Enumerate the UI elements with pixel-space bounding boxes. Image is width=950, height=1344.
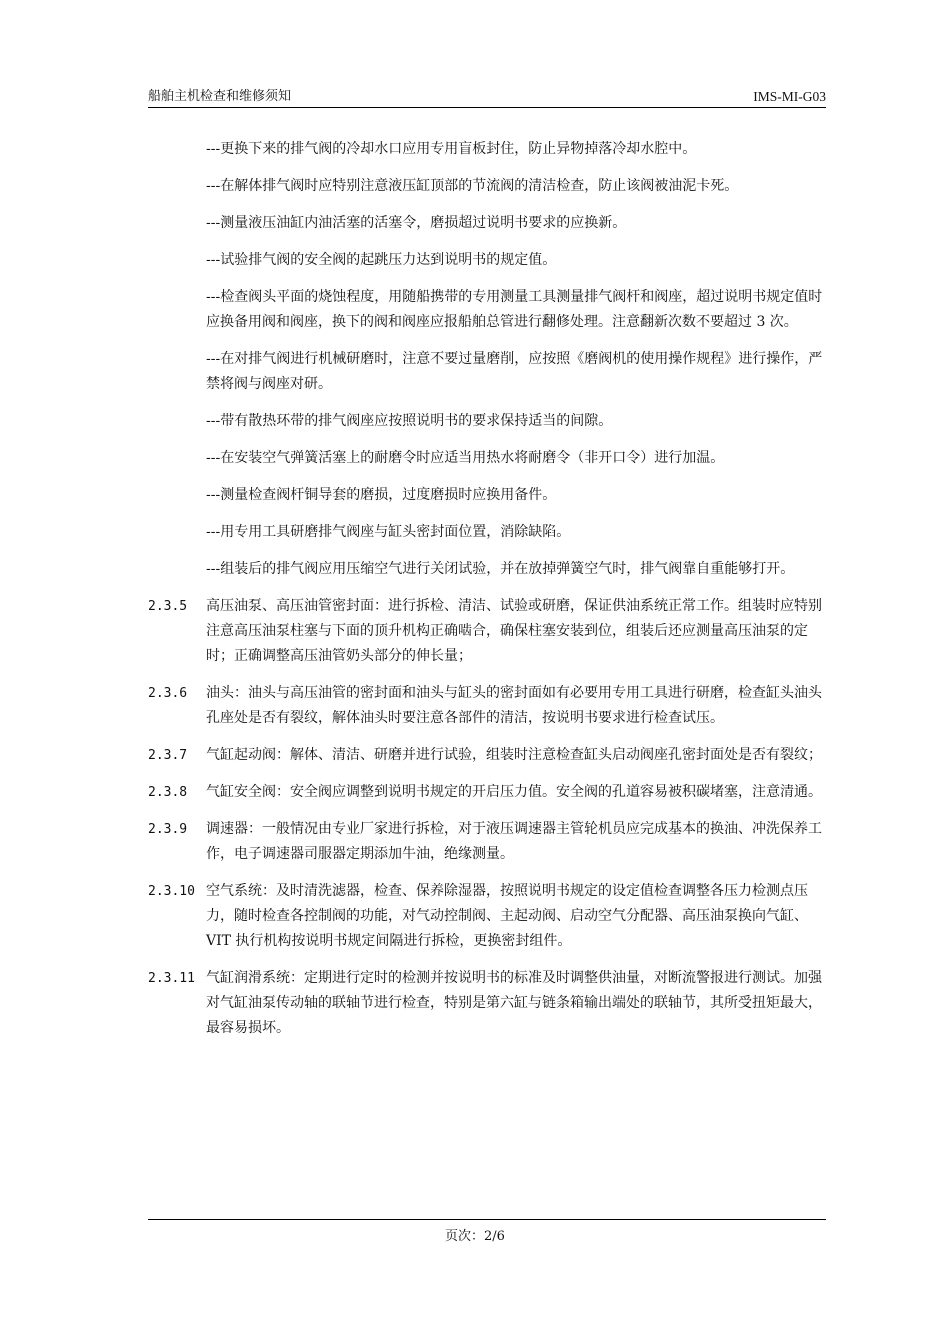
page-number: 页次：2/6 [445, 1229, 505, 1244]
dash-item [148, 347, 826, 397]
dash-item-text: ---测量液压油缸内油活塞的活塞令，磨损超过说明书要求的应换新。 [206, 215, 627, 231]
dash-item-text: ---带有散热环带的排气阀座应按照说明书的要求保持适当的间隙。 [206, 413, 613, 429]
dash-item [148, 248, 826, 273]
dash-item [148, 483, 826, 508]
dash-item [148, 409, 826, 434]
dash-item [148, 137, 826, 162]
page-header [148, 88, 826, 106]
dash-item-text: ---试验排气阀的安全阀的起跳压力达到说明书的规定值。 [206, 252, 557, 268]
section-2-3-10 [148, 879, 826, 954]
section-text: 气缸安全阀：安全阀应调整到说明书规定的开启压力值。安全阀的孔道容易被积碳堵塞，注意清通。 [206, 784, 822, 800]
section-number: 2.3.10 [148, 884, 195, 899]
dash-item [148, 174, 826, 199]
section-2-3-5 [148, 594, 826, 669]
section-text: 气缸起动阀：解体、清洁、研磨并进行试验，组装时注意检查缸头启动阀座孔密封面处是否有裂纹； [206, 747, 822, 763]
section-number: 2.3.8 [148, 785, 188, 800]
document-code: IMS-MI-G03 [753, 89, 826, 104]
footer-divider [148, 1219, 826, 1220]
section-number: 2.3.5 [148, 599, 188, 614]
section-text: 高压油泵、高压油管密封面：进行拆检、清洁、试验或研磨，保证供油系统正常工作。组装时应特别注意高压油泵柱塞与下面的顶升机构正确啮合，确保柱塞安装到位，组装后还应测量高压油泵的定时；正确调整高压油管奶头部分的伸长量； [206, 598, 822, 664]
section-number: 2.3.11 [148, 971, 195, 986]
section-text: 气缸润滑系统：定期进行定时的检测并按说明书的标准及时调整供油量，对断流警报进行测试。加强对气缸油泵传动轴的联轴节进行检查，特别是第六缸与链条箱输出端处的联轴节，其所受扭矩最大，最容易损坏。 [206, 970, 822, 1036]
dash-item [148, 520, 826, 545]
dash-item-text: ---测量检查阀杆铜导套的磨损，过度磨损时应换用备件。 [206, 487, 557, 503]
document-title: 船舶主机检查和维修须知 [148, 89, 292, 104]
section-2-3-8 [148, 780, 826, 805]
dash-item [148, 446, 826, 471]
section-text: 空气系统：及时清洗滤器，检查、保养除湿器，按照说明书规定的设定值检查调整各压力检测点压力，随时检查各控制阀的功能，对气动控制阀、主起动阀、启动空气分配器、高压油泵换向气缸、VIT 执行机构按说明书规定间隔进行拆检，更换密封组件。 [206, 883, 808, 949]
dash-item-text: ---组装后的排气阀应用压缩空气进行关闭试验，并在放掉弹簧空气时，排气阀靠自重能够打开。 [206, 561, 795, 577]
dash-item [148, 557, 826, 582]
section-number: 2.3.9 [148, 822, 188, 837]
section-text: 油头：油头与高压油管的密封面和油头与缸头的密封面如有必要用专用工具进行研磨，检查缸头油头孔座处是否有裂纹，解体油头时要注意各部件的清洁，按说明书要求进行检查试压。 [206, 685, 822, 726]
section-2-3-6 [148, 681, 826, 731]
dash-item-text: ---在对排气阀进行机械研磨时，注意不要过量磨削，应按照《磨阀机的使用操作规程》进行操作，严禁将阀与阀座对研。 [206, 351, 823, 392]
section-2-3-11 [148, 966, 826, 1041]
dash-item [148, 211, 826, 236]
section-2-3-9 [148, 817, 826, 867]
section-number: 2.3.6 [148, 686, 188, 701]
page-body [148, 137, 826, 1053]
dash-item-text: ---更换下来的排气阀的冷却水口应用专用盲板封住，防止异物掉落冷却水腔中。 [206, 141, 697, 157]
section-number: 2.3.7 [148, 748, 188, 763]
dash-item [148, 285, 826, 335]
dash-item-text: ---在解体排气阀时应特别注意液压缸顶部的节流阀的清洁检查，防止该阀被油泥卡死。 [206, 178, 739, 194]
section-text: 调速器：一般情况由专业厂家进行拆检，对于液压调速器主管轮机员应完成基本的换油、冲洗保养工作，电子调速器司服器定期添加牛油，绝缘测量。 [206, 821, 822, 862]
dash-item-text: ---检查阀头平面的烧蚀程度，用随船携带的专用测量工具测量排气阀杆和阀座，超过说明书规定值时应换备用阀和阀座，换下的阀和阀座应报船舶总管进行翻修处理。注意翻新次数不要超过 3 次。 [206, 289, 823, 330]
header-divider [148, 107, 826, 108]
section-2-3-7 [148, 743, 826, 768]
dash-item-text: ---用专用工具研磨排气阀座与缸头密封面位置，消除缺陷。 [206, 524, 571, 540]
dash-item-text: ---在安装空气弹簧活塞上的耐磨令时应适当用热水将耐磨令（非开口令）进行加温。 [206, 450, 725, 466]
